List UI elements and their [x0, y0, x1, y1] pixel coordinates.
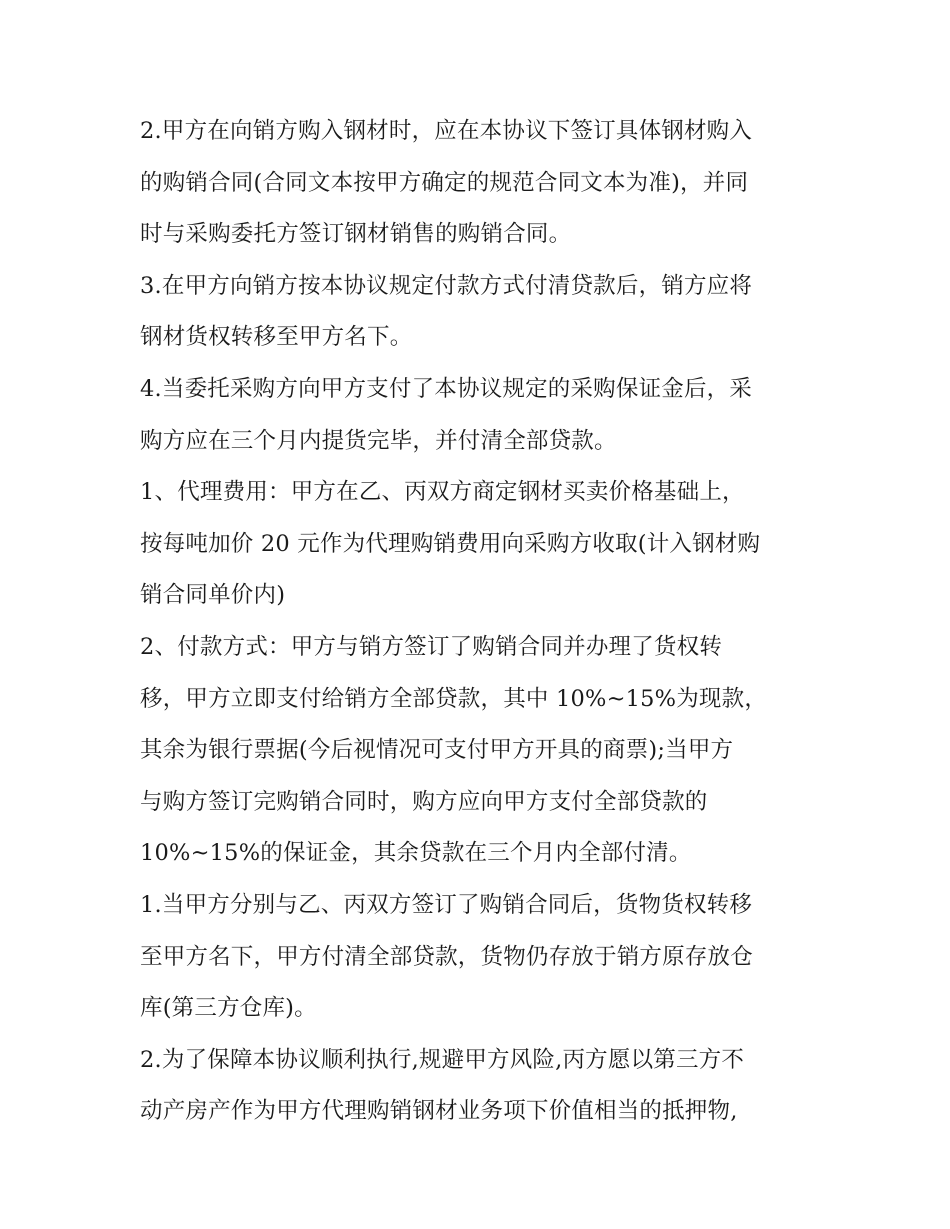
text-line: 4.当委托采购方向甲方支付了本协议规定的采购保证金后，采: [140, 375, 753, 402]
text-line: 2.为了保障本协议顺利执行,规避甲方风险,丙方愿以第三方不: [140, 1046, 745, 1073]
text-line: 时与采购委托方签订钢材销售的购销合同。: [140, 221, 572, 248]
text-line: 移，甲方立即支付给销方全部贷款，其中 10%~15%为现款，: [140, 685, 768, 712]
text-line: 1、代理费用：甲方在乙、丙双方商定钢材买卖价格基础上，: [140, 479, 745, 506]
text-line: 1.当甲方分别与乙、丙双方签订了购销合同后，货物货权转移: [140, 891, 753, 918]
text-line: 2、付款方式：甲方与销方签订了购销合同并办理了货权转: [140, 633, 723, 660]
text-line: 库(第三方仓库)。: [140, 995, 317, 1022]
text-line: 2.甲方在向销方购入钢材时，应在本协议下签订具体钢材购入: [140, 118, 753, 144]
document-body: [140, 106, 830, 1138]
text-line: 的购销合同(合同文本按甲方确定的规范合同文本为准)，并同: [140, 169, 749, 196]
text-line: 其余为银行票据(今后视情况可支付甲方开具的商票);当甲方: [140, 737, 734, 764]
text-line: 10%~15%的保证金，其余贷款在三个月内全部付清。: [140, 840, 692, 867]
text-line: 与购方签订完购销合同时，购方应向甲方支付全部贷款的: [140, 788, 708, 815]
text-line: 3.在甲方向销方按本协议规定付款方式付清贷款后，销方应将: [140, 272, 753, 299]
text-line: 动产房产作为甲方代理购销钢材业务项下价值相当的抵押物,: [140, 1098, 738, 1125]
text-line: 钢材货权转移至甲方名下。: [140, 324, 413, 351]
text-line: 按每吨加价 20 元作为代理购销费用向采购方收取(计入钢材购: [140, 530, 761, 557]
text-line: 购方应在三个月内提货完毕，并付清全部贷款。: [140, 427, 617, 454]
text-line: 销合同单价内): [140, 582, 286, 609]
text-line: 至甲方名下，甲方付清全部贷款，货物仍存放于销方原存放仓: [140, 943, 753, 970]
